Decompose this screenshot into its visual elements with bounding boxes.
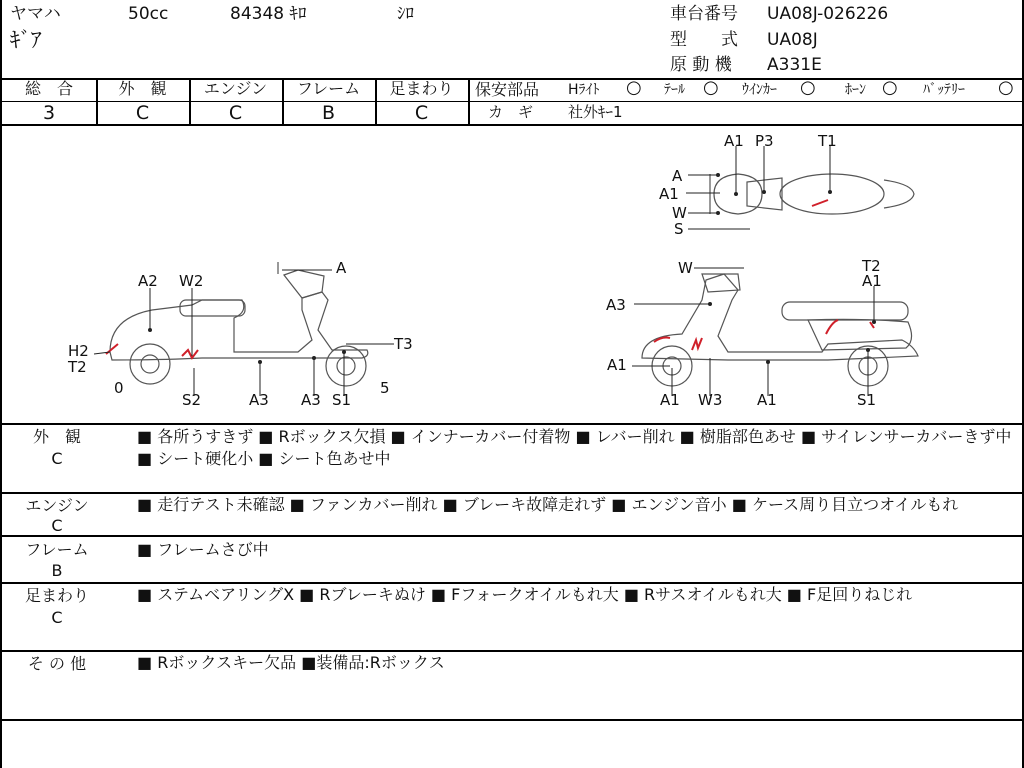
- divider: [2, 535, 1024, 537]
- label-left-A3a: A3: [249, 391, 269, 409]
- label-right-A3: A3: [606, 296, 626, 314]
- marker-dot: [342, 350, 346, 354]
- score-label-suspension: 足まわり: [389, 79, 454, 98]
- left-scooter-body: [110, 292, 368, 360]
- label-right-W: W: [678, 259, 693, 277]
- label-top-A1l: A1: [659, 185, 679, 203]
- right-scooter-seat: [782, 302, 908, 320]
- label-left-A: A: [336, 259, 347, 277]
- label-right-T2: T2: [862, 257, 881, 275]
- label-top-S: S: [674, 220, 684, 238]
- ok-mark-icon: ○: [703, 77, 719, 98]
- key-value: 社外ｷｰ1: [568, 103, 623, 121]
- score-label-engine: エンジン: [203, 79, 268, 98]
- marker-dot: [866, 348, 870, 352]
- damage-mark: [812, 200, 828, 206]
- safety-item-battery: ﾊﾞｯﾃﾘｰ: [923, 82, 965, 98]
- score-value-exterior: C: [135, 102, 150, 124]
- left-front-hub: [337, 357, 355, 375]
- score-value-engine: C: [228, 102, 243, 124]
- label-top-A1: A1: [724, 132, 744, 150]
- marker-dot: [708, 302, 712, 306]
- frame-no: UA08J-026226: [767, 4, 889, 24]
- label-right-A1l: A1: [607, 356, 627, 374]
- score-value-suspension: C: [414, 102, 429, 124]
- label-right-A1b: A1: [757, 391, 777, 409]
- section-label-other: そ の 他: [27, 654, 87, 673]
- damage-mark: [826, 320, 838, 334]
- engine-label: 原 動 機: [670, 55, 732, 75]
- section-text-engine: ■ 走行テスト未確認 ■ ファンカバー削れ ■ ブレーキ故障走れず ■ エンジン音小 ■ ケース周り目立つオイルもれ: [137, 495, 959, 514]
- section-text-suspension: ■ ステムベアリングX ■ Rブレーキぬけ ■ Fフォークオイルもれ大 ■ Rサスオイルもれ大 ■ F足回りねじれ: [137, 585, 913, 604]
- section-label-frame: フレーム: [25, 540, 89, 559]
- damage-mark: [692, 338, 702, 350]
- safety-item-taillight: ﾃｰﾙ: [664, 82, 685, 98]
- safety-item-headlight: Hﾗｲﾄ: [568, 82, 600, 98]
- damage-mark: [182, 350, 198, 358]
- label-right-S1: S1: [857, 391, 877, 409]
- marker-dot: [716, 211, 720, 215]
- marker-dot: [734, 192, 738, 196]
- label-left-T3: T3: [394, 335, 413, 353]
- right-scooter-rear-cowl: [808, 319, 912, 350]
- score-label-overall: 総 合: [24, 79, 73, 98]
- label-left-S1: S1: [332, 391, 352, 409]
- score-label-frame: フレーム: [296, 79, 361, 98]
- label-left-five: 5: [380, 379, 390, 397]
- body-color: ｼﾛ: [397, 4, 414, 24]
- right-scooter-headstock: [702, 274, 740, 292]
- section-score-engine: C: [51, 516, 63, 535]
- marker-dot: [766, 360, 770, 364]
- mileage: 84348 ｷﾛ: [230, 4, 307, 24]
- section-score-suspension: C: [51, 608, 63, 627]
- safety-item-horn: ﾎｰﾝ: [845, 82, 866, 98]
- section-text-frame: ■ フレームさび中: [137, 540, 269, 559]
- label-right-W3: W3: [698, 391, 723, 409]
- ok-mark-icon: ○: [626, 77, 642, 98]
- marker-dot: [872, 320, 876, 324]
- section-score-exterior: C: [51, 449, 63, 468]
- section-score-frame: B: [51, 561, 63, 580]
- section-label-engine: エンジン: [25, 496, 89, 515]
- section-label-suspension: 足まわり: [24, 586, 89, 605]
- marker-dot: [828, 190, 832, 194]
- divider: [2, 719, 1024, 721]
- label-left-A3b: A3: [301, 391, 321, 409]
- top-view-seat: [780, 174, 884, 214]
- marker-dot: [312, 356, 316, 360]
- marker-dot: [258, 360, 262, 364]
- label-right-A1a: A1: [660, 391, 680, 409]
- damage-diagram: [2, 126, 1022, 424]
- label-left-S2: S2: [182, 391, 202, 409]
- label-right-A1t: A1: [862, 272, 882, 290]
- label-left-W2: W2: [179, 272, 204, 290]
- label-left-A2: A2: [138, 272, 158, 290]
- frame-no-label: 車台番号: [670, 4, 738, 24]
- section-text-exterior: ■ 各所うすきず ■ Rボックス欠損 ■ インナーカバー付着物 ■ レバー削れ ■ 樹脂部色あせ ■ サイレンサーカバーきず中 ■ シート硬化小 ■ シート色あせ中: [137, 427, 1012, 468]
- label-top-P3: P3: [755, 132, 774, 150]
- label-left-zero: 0: [114, 379, 124, 397]
- model-name: ｷﾞｱ: [10, 28, 42, 52]
- safety-title: 保安部品: [475, 80, 540, 99]
- ok-mark-icon: ○: [800, 77, 816, 98]
- left-rear-wheel: [130, 344, 170, 384]
- key-label: カ ギ: [488, 103, 534, 121]
- section-text-other: ■ Rボックスキー欠品 ■装備品:Rボックス: [137, 653, 445, 672]
- left-rear-hub: [141, 355, 159, 373]
- ok-mark-icon: ○: [882, 77, 898, 98]
- label-top-T1: T1: [818, 132, 837, 150]
- marker-dot: [762, 190, 766, 194]
- top-view-tail: [884, 180, 914, 208]
- displacement: 50cc: [128, 4, 169, 24]
- type-label: 型 式: [670, 30, 738, 50]
- label-top-W: W: [672, 204, 687, 222]
- divider: [468, 101, 1024, 102]
- engine-value: A331E: [767, 55, 822, 75]
- divider: [2, 423, 1024, 425]
- safety-item-winker: ｳｲﾝｶｰ: [742, 82, 777, 98]
- section-label-exterior: 外 観: [32, 427, 81, 446]
- ok-mark-icon: ○: [998, 77, 1014, 98]
- label-top-A: A: [672, 167, 683, 185]
- left-scooter-headstock: [284, 270, 324, 298]
- marker-dot: [716, 173, 720, 177]
- maker: ヤマハ: [10, 4, 61, 24]
- score-value-overall: 3: [42, 102, 56, 124]
- score-label-exterior: 外 観: [118, 79, 167, 98]
- marker-dot: [148, 328, 152, 332]
- score-value-frame: B: [321, 102, 336, 124]
- left-scooter-seat: [180, 300, 245, 316]
- type-value: UA08J: [767, 30, 818, 50]
- label-left-T2: T2: [68, 358, 87, 376]
- label-left-H2: H2: [68, 342, 89, 360]
